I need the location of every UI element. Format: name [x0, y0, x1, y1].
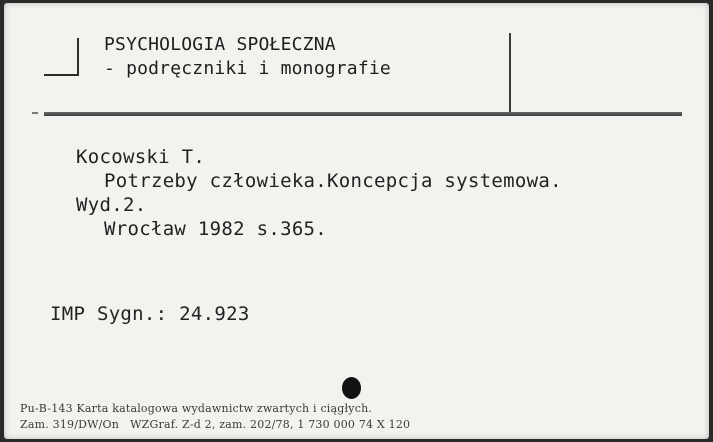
book-title: Potrzeby człowieka.Koncepcja systemowa.: [104, 170, 562, 192]
subject-heading: PSYCHOLOGIA SPOŁECZNA: [104, 34, 336, 55]
subject-subheading: - podręczniki i monografie: [104, 58, 391, 79]
footer-line-1: Pu-B-143 Karta katalogowa wydawnictw zwartych i ciągłych.: [20, 402, 373, 415]
punch-hole: [342, 377, 361, 399]
header-bracket-horizontal: [44, 74, 79, 76]
header-rule: [44, 112, 682, 116]
rule-tick: [32, 112, 38, 114]
footer-line-2: Zam. 319/DW/On WZGraf. Z-d 2, zam. 202/78, 1 730 000 74 X 120: [20, 418, 411, 431]
edition: Wyd.2.: [76, 194, 147, 216]
shelf-signature: IMP Sygn.: 24.923: [50, 303, 250, 325]
header-divider: [509, 33, 511, 113]
imprint: Wrocław 1982 s.365.: [104, 218, 328, 240]
header-bracket-vertical: [77, 38, 79, 76]
catalog-card: [4, 3, 709, 439]
author: Kocowski T.: [76, 146, 206, 168]
